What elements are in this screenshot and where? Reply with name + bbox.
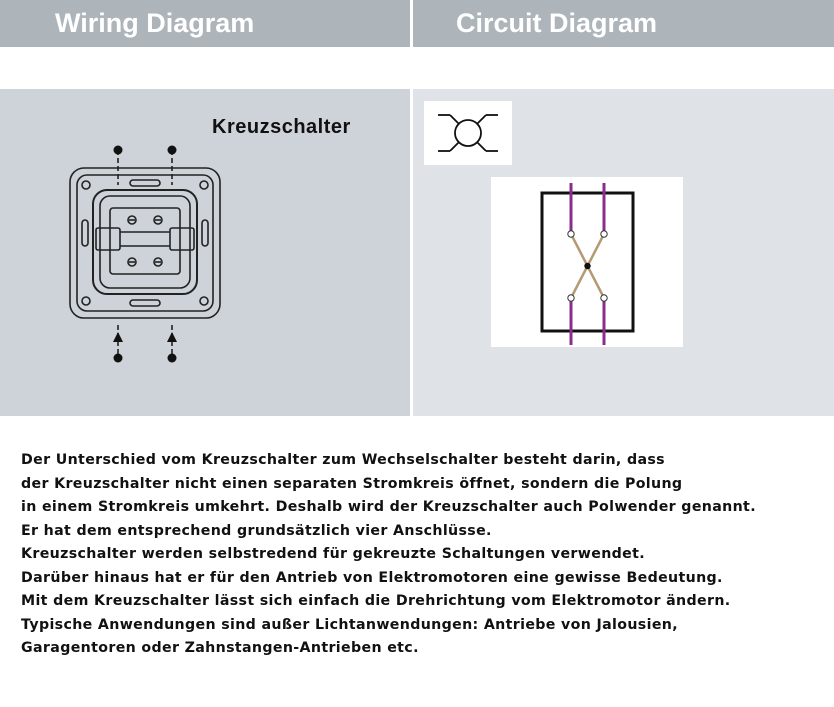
bottom-left-terminal-dot [114,354,123,363]
bottom-right-terminal-dot [168,354,177,363]
top-right-terminal-dot [168,146,177,155]
description-line: Darüber hinaus hat er für den Antrieb von Elektromotoren eine gewisse Bedeutung. [21,569,723,586]
cross-switch-schematic [491,177,683,347]
description-line: Der Unterschied vom Kreuzschalter zum Wechselschalter besteht darin, dass [21,452,665,468]
description-line: Kreuzschalter werden selbstredend für gekreuzte Schaltungen verwendet. [21,546,646,562]
switch-name-label: Kreuzschalter [212,116,351,138]
description-line: der Kreuzschalter nicht einen separaten Stromkreis öffnet, sondern die Polung [21,475,683,492]
wiring-diagram-title: Wiring Diagram [55,8,255,38]
cross-switch-symbol-icon [424,101,512,165]
circuit-diagram-title: Circuit Diagram [456,8,658,38]
description-line: Er hat dem entsprechend grundsätzlich vier Anschlüsse. [21,522,492,539]
bottom-left-arrow-icon [113,332,123,342]
description-line: Mit dem Kreuzschalter lässt sich einfach die Drehrichtung vom Elektromotor ändern. [21,593,731,609]
bottom-right-arrow-icon [167,332,177,342]
top-left-terminal-dot [114,146,123,155]
description-line: Garagentoren oder Zahnstangen-Antrieben etc. [21,640,419,656]
circuit-schematic-box [491,177,683,347]
wiring-diagram-header [0,0,410,47]
wiring-drawing [60,140,230,370]
description-line: in einem Stromkreis umkehrt. Deshalb wird der Kreuzschalter auch Polwender genannt. [21,499,756,515]
description-text [21,449,831,661]
circuit-symbol-box [424,101,512,165]
description-line: Typische Anwendungen sind außer Lichtanwendungen: Antriebe von Jalousien, [21,616,678,633]
circuit-diagram-header [413,0,834,47]
